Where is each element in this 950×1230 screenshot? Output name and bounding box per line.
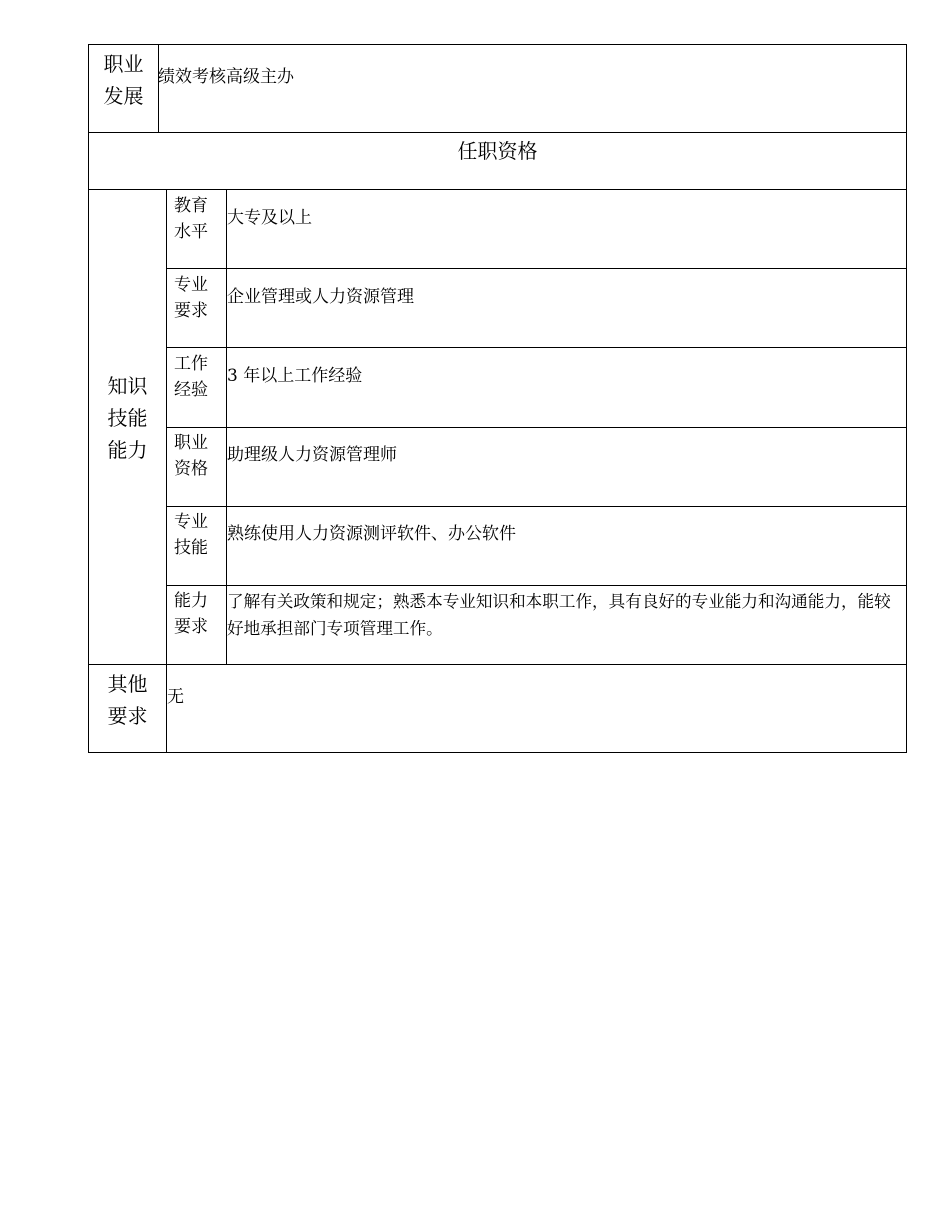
qual-value: 3 年以上工作经验 (227, 366, 363, 386)
qual-value: 助理级人力资源管理师 (227, 445, 397, 465)
qual-label: 职业 资格 (174, 433, 208, 479)
table-border-top (88, 44, 907, 45)
qual-group-col-divider (166, 189, 167, 664)
qual-label: 能力 要求 (174, 591, 208, 637)
qual-label: 教育 水平 (174, 196, 208, 242)
qual-label: 专业 技能 (174, 512, 208, 558)
table-divider-career (88, 132, 907, 133)
other-label: 其他 要求 (107, 672, 148, 728)
table-divider-qual-end (88, 664, 907, 665)
qual-row-divider-1 (166, 268, 907, 269)
qual-label: 工作 经验 (174, 354, 208, 400)
qual-row-divider-2 (166, 347, 907, 348)
table-border-bottom (88, 752, 907, 753)
qual-row-divider-3 (166, 427, 907, 428)
other-value: 无 (167, 687, 184, 707)
qual-label: 专业 要求 (174, 275, 208, 321)
qual-row-divider-5 (166, 585, 907, 586)
table-divider-title (88, 189, 907, 190)
career-label: 职业 发展 (103, 52, 144, 108)
qual-value: 熟练使用人力资源测评软件、办公软件 (227, 524, 516, 544)
qual-row-divider-4 (166, 506, 907, 507)
qual-value: 企业管理或人力资源管理 (227, 287, 414, 307)
qual-value: 了解有关政策和规定；熟悉本专业知识和本职工作，具有良好的专业能力和沟通能力，能较好地承担部门专项管理工作。 (227, 592, 891, 638)
table-border-right (906, 44, 907, 753)
qual-value: 大专及以上 (227, 208, 312, 228)
qualifications-group-label: 知识 技能 能力 (107, 374, 148, 462)
career-value: 绩效考核高级主办 (158, 67, 294, 87)
qualifications-title: 任职资格 (457, 139, 538, 163)
